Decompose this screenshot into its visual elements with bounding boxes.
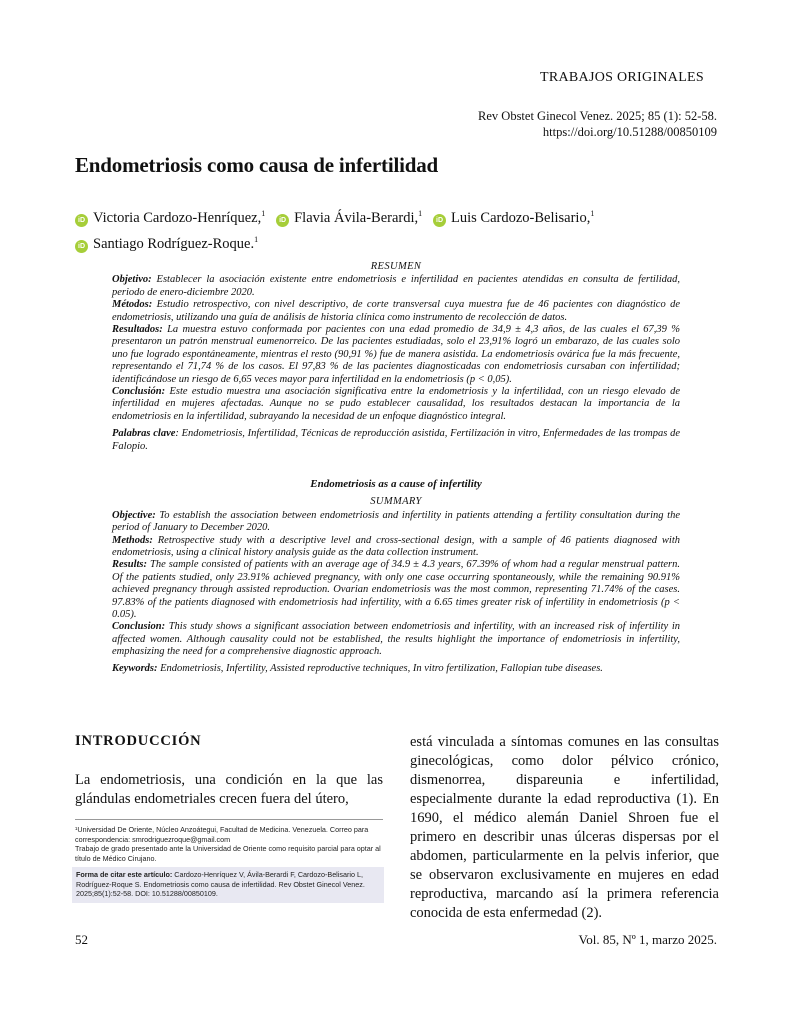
abstract-results xyxy=(112,559,680,621)
objective-label: Objective: xyxy=(112,509,156,521)
author-name: Luis Cardozo-Belisario, xyxy=(451,210,591,226)
doi-link[interactable]: https://doi.org/10.51288/00850109 xyxy=(542,125,717,139)
section-label: TRABAJOS ORIGINALES xyxy=(540,70,704,85)
metodos-text: Estudio retrospectivo, con nivel descriptivo, de corte transversal cuya muestra fue de 46 pacientes con diagnóstico de endometriosis, utilizando una guía de análisis de historia clínica como instrumento de recolección de datos. xyxy=(112,299,680,323)
abstract-conclusion xyxy=(112,386,680,423)
abstract-objective xyxy=(112,510,680,535)
how-to-cite-text: Cardozo-Henríquez V, Ávila-Berardi F, Cardozo-Belisario L, Rodríguez-Roque S. Endometriosis como causa de infertilidad. Rev Obstet Ginecol Venez. 2025;85(1):52-58. DOI: 10.51288/00850109. xyxy=(76,870,365,898)
thesis-footnote: Trabajo de grado presentado ante la Universidad de Oriente como requisito parcial para optar al título de Médico Cirujano. xyxy=(75,844,381,863)
orcid-icon[interactable]: iD xyxy=(75,214,88,227)
resultados-label: Resultados: xyxy=(112,324,163,336)
issue-info: Vol. 85, Nº 1, marzo 2025. xyxy=(578,932,717,947)
affiliation-mark: 1 xyxy=(261,209,266,218)
abstract-spanish xyxy=(112,261,680,453)
summary-heading: SUMMARY xyxy=(370,496,422,508)
journal-citation xyxy=(478,108,717,140)
resultados-text: La muestra estuvo conformada por pacientes con una edad promedio de 34,9 ± 4,3 años, de las cuales el 67,39 % presentaron un patrón menstrual eumenorreico. De las pacientes estudiadas, solo el 23,91% logró un embarazo, de las cuales solo uno fue logrado espontáneamente, mientras el resto (90,91 %) fue de manera asistida. La endometriosis ovárica fue la más frecuente, representando el 71,74 % de los casos. El 97,83 % de las pacientes diagnosticadas con endometriosis cursaban con infertilidad; identificándose un riesgo de 6,65 veces mayor para infertilidad en la endometriosis (p < 0,05). xyxy=(112,324,680,385)
results-text: The sample consisted of patients with an average age of 34.9 ± 4.3 years, 67.39% of whom had a regular menstrual pattern. Of the patients studied, only 23.91% achieved pregnancy, with only one case occurring spontaneously, while the remaining 90.91% achieved pregnancy through assisted reproduction. Ovarian endometriosis was the most common, representing 71.74% of the cases. 97.83% of the patients diagnosed with endometriosis had infertility, with a 6.65 times greater risk of infertility in endometriosis (p < 0.05). xyxy=(112,559,680,621)
english-title: Endometriosis as a cause of infertility xyxy=(310,478,482,490)
author-name: Flavia Ávila-Berardi, xyxy=(294,210,419,226)
conclusion-en-label: Conclusion: xyxy=(112,621,166,633)
keywords-text: Endometriosis, Infertility, Assisted reproductive techniques, In vitro fertilization, Fallopian tube diseases. xyxy=(157,662,603,674)
affiliation-footnote: ¹Universidad De Oriente, Núcleo Anzoátegui, Facultad de Medicina. Venezuela. Correo para correspondencia: smrodriguezroque@gmail.com xyxy=(75,825,369,844)
keywords xyxy=(112,663,680,675)
palabras-clave-text: : Endometriosis, Infertilidad, Técnicas de reproducción asistida, Fertilización in vitro, Enfermedades de las trompas de Falopio. xyxy=(112,428,680,452)
intro-paragraph-right: está vinculada a síntomas comunes en las consultas ginecológicas, como dolor pélvico crónico, dismenorrea, dispareunia e infertilidad, especialmente durante la edad reproductiva (1). En 1690, el médico alemán Daniel Shroen fue el primero en describir unas úlceras dispersas por el abdomen, particularmente en la pelvis inferior, que se observaron exclusivamente en mujeres en edad reproductiva, marcando así la primera referencia conocida de esta enfermedad (2). xyxy=(410,734,719,921)
footnotes xyxy=(75,825,383,863)
objetivo-text: Establecer la asociación existente entre endometriosis e infertilidad en pacientes atendidas en consulta de fertilidad, periodo de enero-diciembre 2020. xyxy=(112,274,680,298)
section-heading-introduccion: INTRODUCCIÓN xyxy=(75,733,202,749)
author-list xyxy=(75,203,735,255)
methods-text: Retrospective study with a descriptive level and cross-sectional design, with a sample of 46 patients diagnosed with endometriosis, using a clinical history analysis guide as the data collection instrument. xyxy=(112,534,680,559)
how-to-cite-label: Forma de citar este artículo: xyxy=(76,870,173,879)
affiliation-mark: 1 xyxy=(254,235,259,244)
author-name: Santiago Rodríguez-Roque. xyxy=(93,236,255,252)
affiliation-mark: 1 xyxy=(418,209,423,218)
objetivo-label: Objetivo: xyxy=(112,274,152,286)
conclusion-text: Este estudio muestra una asociación significativa entre la endometriosis y la infertilidad, con un riesgo elevado de infertilidad en mujeres afectadas. Aunque no se pudo establecer causalidad, los resultados destacan la importancia de la endometriosis en la infertilidad, subrayando la necesidad de un enfoque diagnóstico integral. xyxy=(112,386,680,422)
results-label: Results: xyxy=(112,559,148,571)
objective-text: To establish the association between endometriosis and infertility in patients attending a fertility consultation during the period of January to December 2020. xyxy=(112,509,680,534)
author-item xyxy=(433,210,594,226)
conclusion-label: Conclusión: xyxy=(112,386,166,398)
article-title: Endometriosis como causa de infertilidad xyxy=(75,153,438,177)
abstract-methods xyxy=(112,535,680,560)
keywords-label: Keywords: xyxy=(112,662,158,674)
journal-reference: Rev Obstet Ginecol Venez. 2025; 85 (1): 52-58. xyxy=(478,109,717,123)
orcid-icon[interactable]: iD xyxy=(276,214,289,227)
affiliation-mark: 1 xyxy=(590,209,595,218)
palabras-clave-label: Palabras clave xyxy=(112,428,176,440)
intro-paragraph-left: La endometriosis, una condición en la que las glándulas endometriales crecen fuera del útero, xyxy=(75,772,383,807)
footnote-divider xyxy=(75,819,383,820)
orcid-icon[interactable]: iD xyxy=(433,214,446,227)
how-to-cite-box xyxy=(72,867,384,903)
author-item xyxy=(75,210,265,226)
author-item xyxy=(75,236,258,252)
abstract-conclusion-en xyxy=(112,621,680,658)
metodos-label: Métodos: xyxy=(112,299,153,311)
author-item xyxy=(276,210,422,226)
orcid-icon[interactable]: iD xyxy=(75,240,88,253)
page-number: 52 xyxy=(75,932,88,947)
palabras-clave xyxy=(112,428,680,453)
author-name: Victoria Cardozo-Henríquez, xyxy=(93,210,262,226)
abstract-english xyxy=(112,478,680,675)
resumen-heading: RESUMEN xyxy=(370,261,422,272)
conclusion-en-text: This study shows a significant association between endometriosis and infertility, with an increased risk of infertility in affected women. Although causality could not be established, the results highlight the importance of endometriosis in infertility, emphasizing the need for a comprehensive diagnostic approach. xyxy=(112,621,680,658)
methods-label: Methods: xyxy=(112,534,153,546)
abstract-resultados xyxy=(112,324,680,386)
abstract-metodos xyxy=(112,299,680,324)
abstract-objetivo xyxy=(112,274,680,299)
